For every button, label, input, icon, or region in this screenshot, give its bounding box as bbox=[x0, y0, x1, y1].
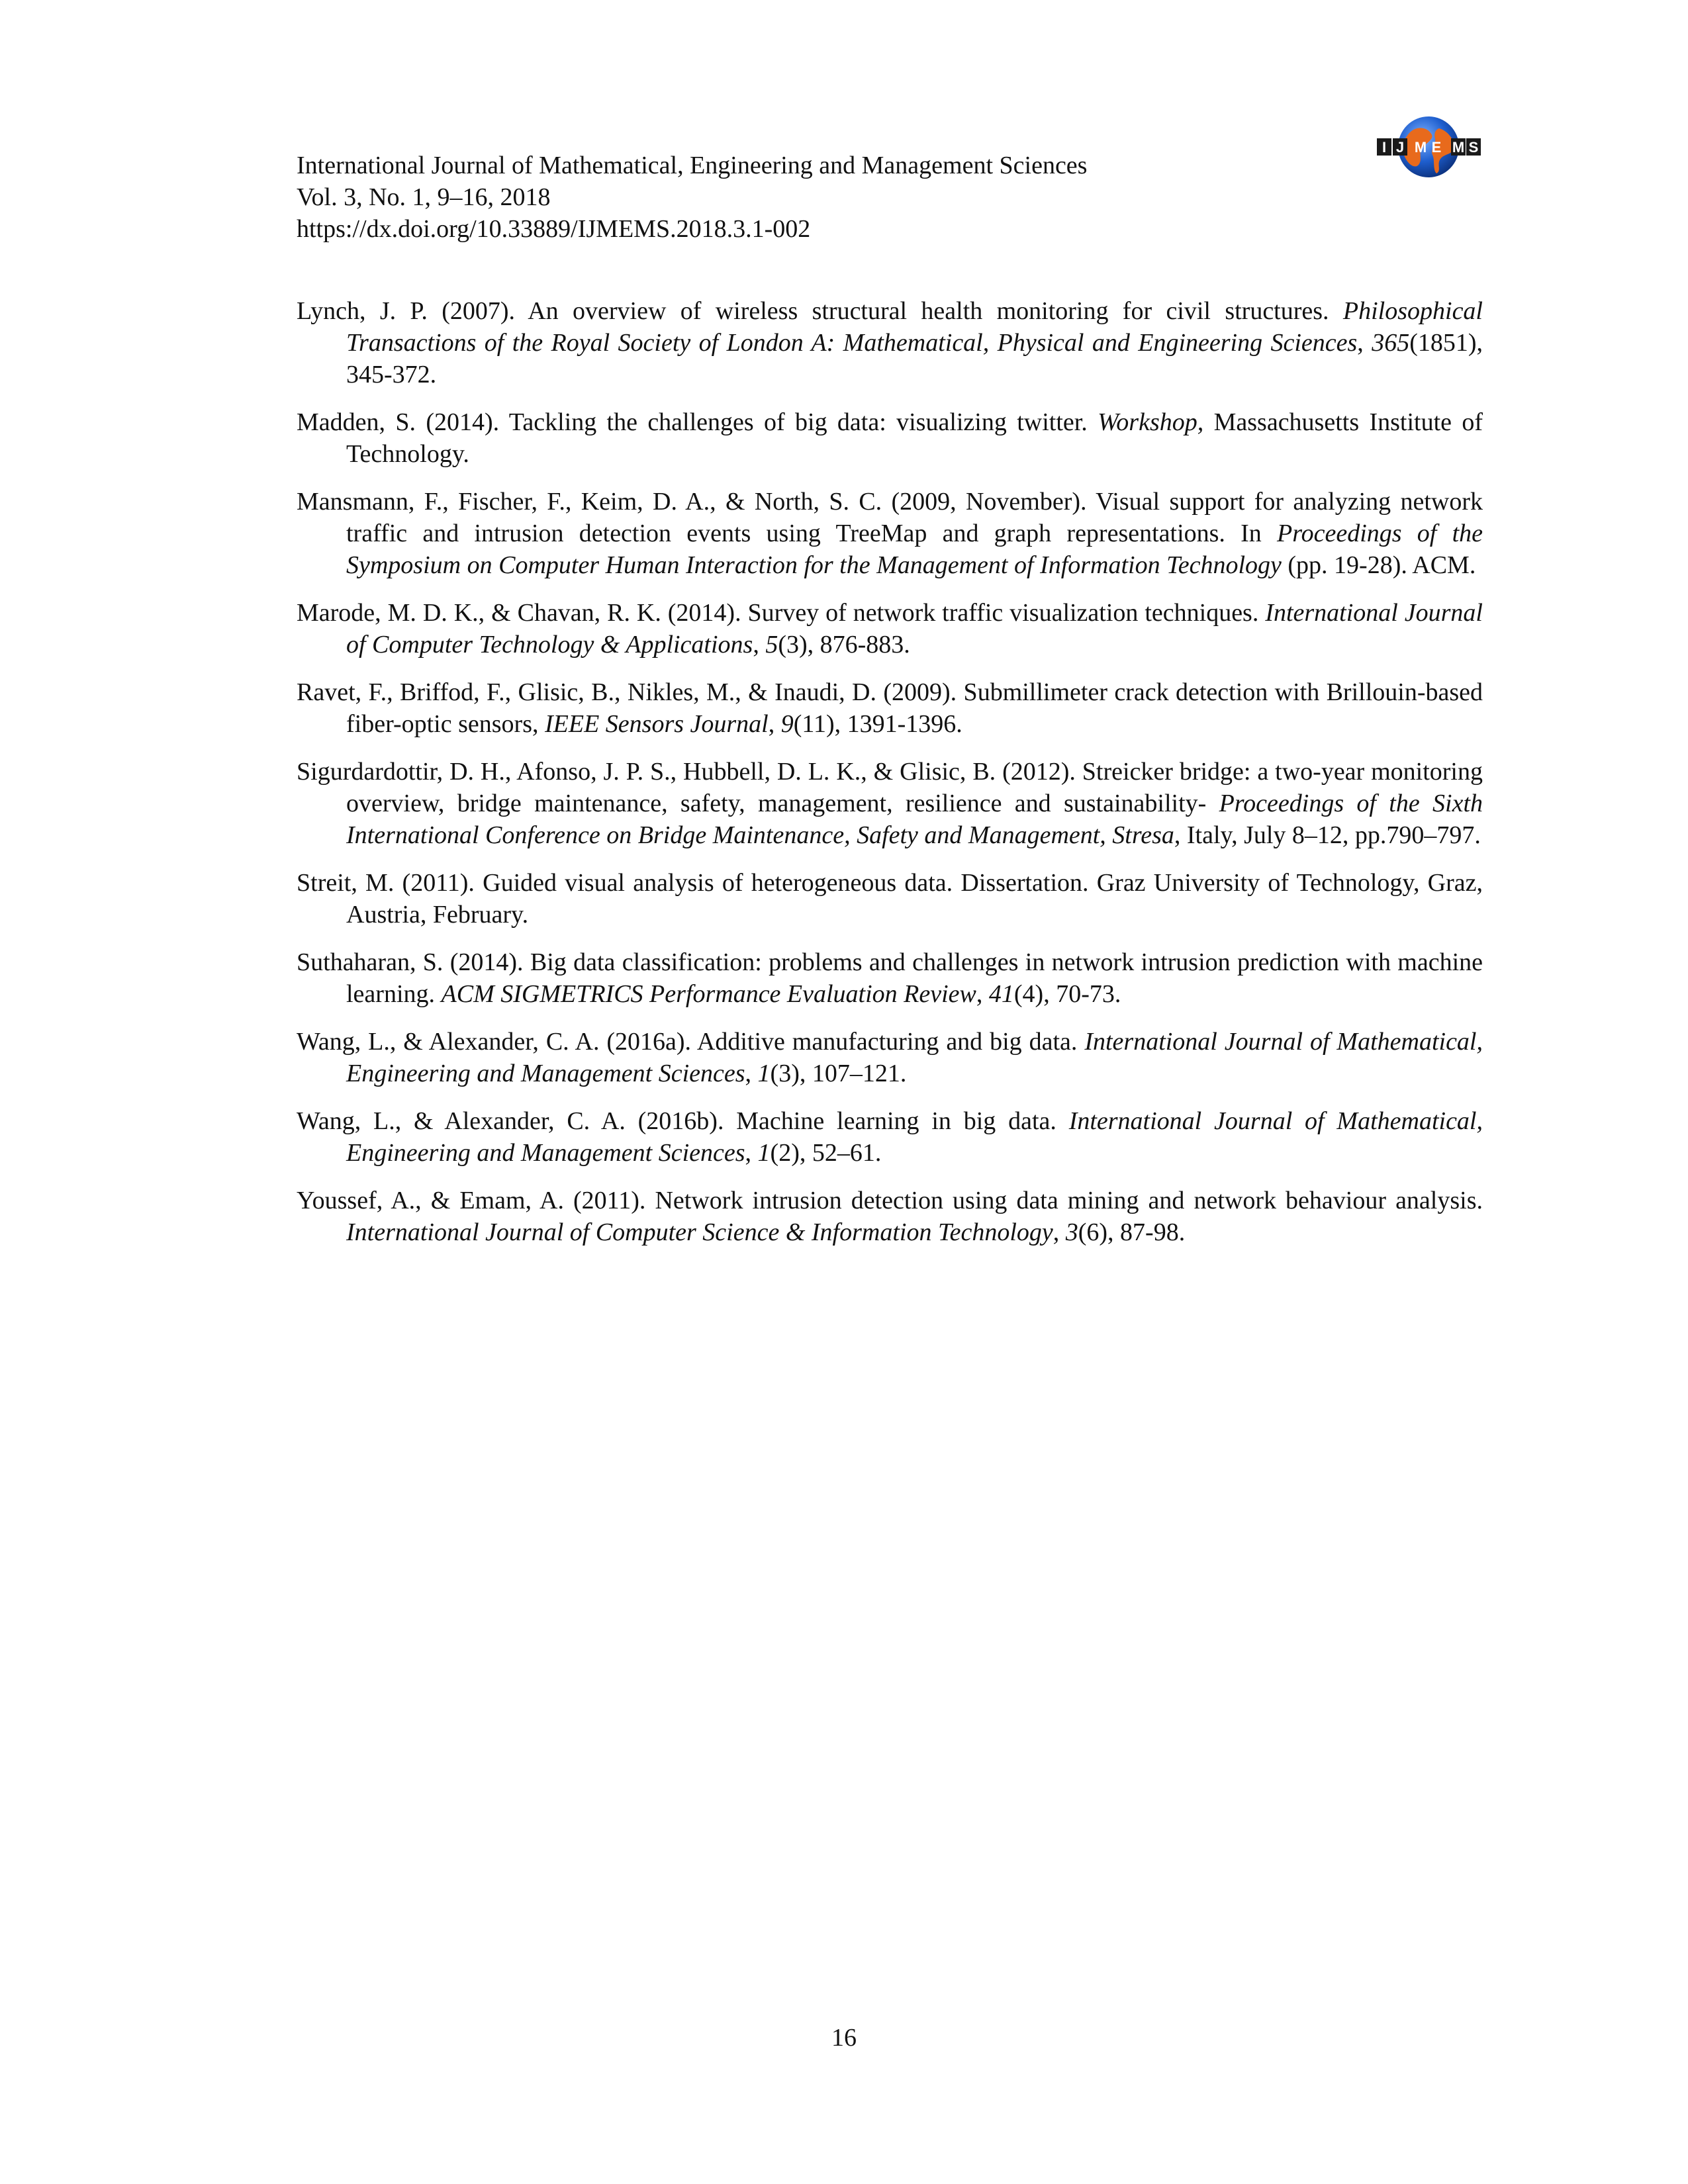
reference-text: Marode, M. D. K., & Chavan, R. K. (2014). Survey of network traffic visualization techniques. bbox=[297, 599, 1266, 627]
reference-italic-text: International Journal of Mathematical, Engineering and Management Sciences bbox=[346, 1107, 1483, 1167]
reference-italic-text: ACM SIGMETRICS Performance Evaluation Review bbox=[441, 980, 976, 1008]
reference-text: (pp. 19-28). ACM. bbox=[1281, 551, 1476, 579]
reference-text: , bbox=[745, 1139, 758, 1167]
reference-text: (3), 107–121. bbox=[770, 1060, 907, 1087]
reference-text: Madden, S. (2014). Tackling the challenges of big data: visualizing twitter. bbox=[297, 408, 1098, 436]
volume-info: Vol. 3, No. 1, 9–16, 2018 bbox=[297, 183, 551, 211]
reference-text: , bbox=[745, 1060, 758, 1087]
reference-italic-text: International Journal of Computer Technology & Applications bbox=[346, 599, 1483, 659]
reference-text: (3), 876-883. bbox=[778, 631, 910, 659]
reference-text: Wang, L., & Alexander, C. A. (2016a). Additive manufacturing and big data. bbox=[297, 1028, 1085, 1056]
reference-entry bbox=[297, 295, 1483, 390]
reference-text: (1851), 345-372. bbox=[346, 329, 1483, 388]
reference-italic-text: IEEE Sensors Journal bbox=[545, 710, 769, 738]
reference-entry bbox=[297, 1105, 1483, 1169]
reference-entry bbox=[297, 597, 1483, 660]
reference-text: Youssef, A., & Emam, A. (2011). Network intrusion detection using data mining and network behaviour analysis. bbox=[297, 1187, 1483, 1214]
reference-italic-text: International Journal of Computer Science & Information Technology bbox=[346, 1218, 1053, 1246]
reference-italic-text: Proceedings of the Sixth International Conference on Bridge Maintenance, Safety and Management, Stresa bbox=[346, 790, 1483, 849]
reference-italic-text: 3 bbox=[1065, 1218, 1078, 1246]
reference-entry bbox=[297, 1185, 1483, 1248]
reference-text: , bbox=[1357, 329, 1372, 357]
reference-italic-text: Workshop, bbox=[1098, 408, 1204, 436]
reference-entry bbox=[297, 1026, 1483, 1089]
page-number: 16 bbox=[831, 2024, 857, 2052]
reference-text: Suthaharan, S. (2014). Big data classification: problems and challenges in network intrusion prediction with machine learning. bbox=[297, 948, 1483, 1008]
reference-italic-text: 41 bbox=[988, 980, 1014, 1008]
reference-text: Ravet, F., Briffod, F., Glisic, B., Nikles, M., & Inaudi, D. (2009). Submillimeter crack detection with Brillouin-based fiber-optic sensors, bbox=[297, 678, 1483, 738]
reference-italic-text: Proceedings of the Symposium on Computer Human Interaction for the Management of Information Technology bbox=[346, 520, 1483, 579]
reference-italic-text: 1 bbox=[757, 1060, 771, 1087]
reference-text: (6), 87-98. bbox=[1078, 1218, 1186, 1246]
reference-entry bbox=[297, 676, 1483, 740]
logo-letter: M bbox=[1452, 139, 1465, 156]
journal-title: International Journal of Mathematical, Engineering and Management Sciences bbox=[297, 152, 1088, 179]
reference-italic-text: Philosophical Transactions of the Royal Society of London A: Mathematical, Physical and Engineering Sciences bbox=[346, 297, 1483, 357]
reference-text: , bbox=[753, 631, 766, 659]
reference-text: , bbox=[768, 710, 781, 738]
reference-italic-text: 5 bbox=[765, 631, 778, 659]
reference-italic-text: International Journal of Mathematical, Engineering and Management Sciences bbox=[346, 1028, 1483, 1087]
journal-logo bbox=[1376, 114, 1481, 183]
reference-text: Massachusetts Institute of Technology. bbox=[346, 408, 1483, 468]
reference-text: Wang, L., & Alexander, C. A. (2016b). Machine learning in big data. bbox=[297, 1107, 1069, 1135]
reference-entry bbox=[297, 486, 1483, 581]
logo-letter: M bbox=[1414, 139, 1427, 156]
reference-text: , Italy, July 8–12, pp.790–797. bbox=[1174, 821, 1481, 849]
reference-text: (4), 70-73. bbox=[1013, 980, 1121, 1008]
reference-text: Streit, M. (2011). Guided visual analysis of heterogeneous data. Dissertation. Graz University of Technology, Graz, Austria, February. bbox=[297, 869, 1483, 929]
reference-italic-text: 365 bbox=[1372, 329, 1410, 357]
reference-text: Sigurdardottir, D. H., Afonso, J. P. S., Hubbell, D. L. K., & Glisic, B. (2012). Streicker bridge: a two-year monitoring overview, bridge maintenance, safety, management, resilience and sustainability- bbox=[297, 758, 1483, 817]
reference-list bbox=[297, 295, 1483, 1264]
reference-text: , bbox=[976, 980, 989, 1008]
reference-italic-text: 1 bbox=[757, 1139, 771, 1167]
reference-text: Mansmann, F., Fischer, F., Keim, D. A., & North, S. C. (2009, November). Visual support for analyzing network traffic and intrusion detection events using TreeMap and graph representations. In bbox=[297, 488, 1483, 547]
reference-text: Lynch, J. P. (2007). An overview of wireless structural health monitoring for civil structures. bbox=[297, 297, 1343, 325]
reference-entry bbox=[297, 756, 1483, 851]
doi-link[interactable]: https://dx.doi.org/10.33889/IJMEMS.2018.3.1-002 bbox=[297, 215, 811, 243]
logo-letter: S bbox=[1468, 139, 1479, 156]
logo-letter: J bbox=[1395, 139, 1405, 156]
reference-text: (11), 1391-1396. bbox=[793, 710, 962, 738]
reference-text: (2), 52–61. bbox=[770, 1139, 882, 1167]
logo-letter: I bbox=[1382, 139, 1387, 156]
reference-italic-text: 9 bbox=[780, 710, 794, 738]
reference-entry bbox=[297, 867, 1483, 931]
running-header bbox=[297, 150, 1356, 245]
reference-entry bbox=[297, 406, 1483, 470]
reference-text: , bbox=[1053, 1218, 1066, 1246]
logo-letter: E bbox=[1431, 139, 1442, 156]
reference-entry bbox=[297, 946, 1483, 1010]
